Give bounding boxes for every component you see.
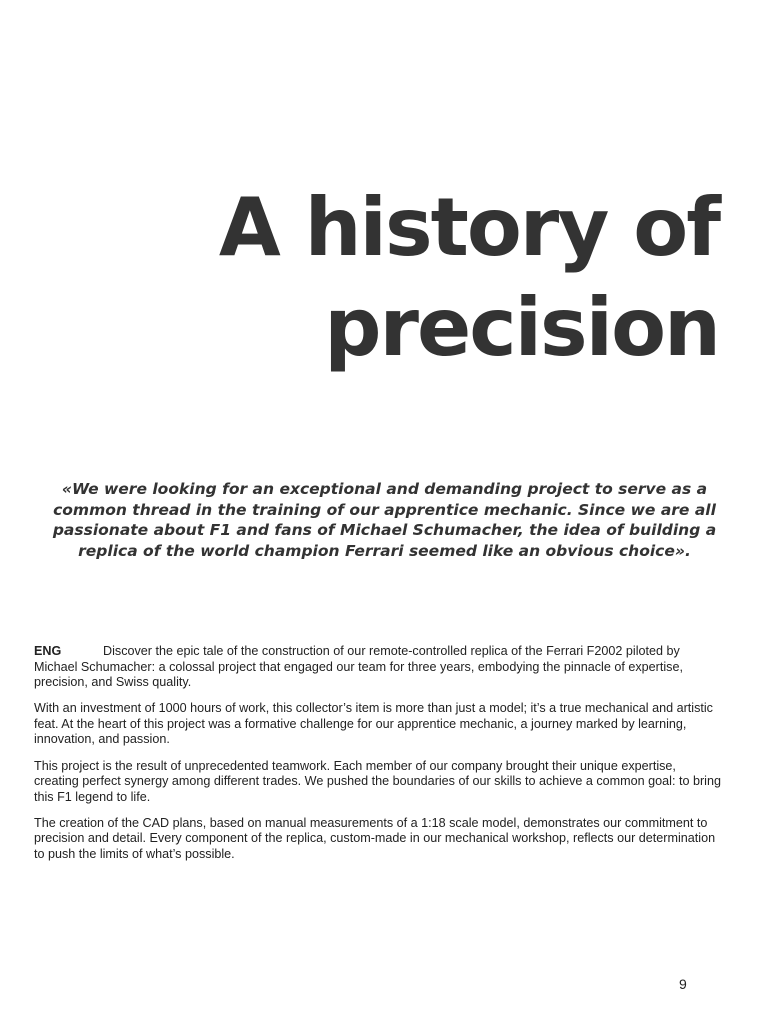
paragraph-4: The creation of the CAD plans, based on manual measurements of a 1:18 scale model, demonstrates our commitment to precision and detail. Every component of the replica, custom-made in our mechanical workshop, reflects our determination to push the limits of what’s possible. — [34, 815, 716, 862]
title-line-2: precision — [324, 281, 719, 374]
page-title — [79, 178, 719, 378]
paragraph-2: With an investment of 1000 hours of work, this collector’s item is more than just a model; it’s a true mechanical and artistic feat. At the heart of this project was a formative challenge for our apprentice mechanic, a journey marked by learning, innovation, and passion. — [34, 701, 713, 747]
language-label: ENG — [34, 644, 62, 658]
pull-quote: «We were looking for an exceptional and demanding project to serve as a common thread in the training of our apprentice mechanic. Since we are all passionate about F1 and fans of Michael Schumacher, the idea of building a replica of the world champion Ferrari seemed like an obvious choice». — [52, 480, 717, 561]
body-text — [34, 644, 724, 873]
paragraph-1 — [34, 644, 724, 691]
page-number: 9 — [679, 976, 687, 992]
paragraph-3: This project is the result of unprecedented teamwork. Each member of our company brought their unique expertise, creating perfect synergy among different trades. We pushed the boundaries of our skills to achieve a common goal: to bring this F1 legend to life. — [34, 758, 721, 804]
title-line-1: A history of — [218, 181, 719, 274]
paragraph-1-text: Discover the epic tale of the construction of our remote-controlled replica of the Ferrari F2002 piloted by Michael Schumacher: a colossal project that engaged our team for three years, embodying the pinnacle of expertise, precision, and Swiss quality. — [34, 644, 683, 690]
